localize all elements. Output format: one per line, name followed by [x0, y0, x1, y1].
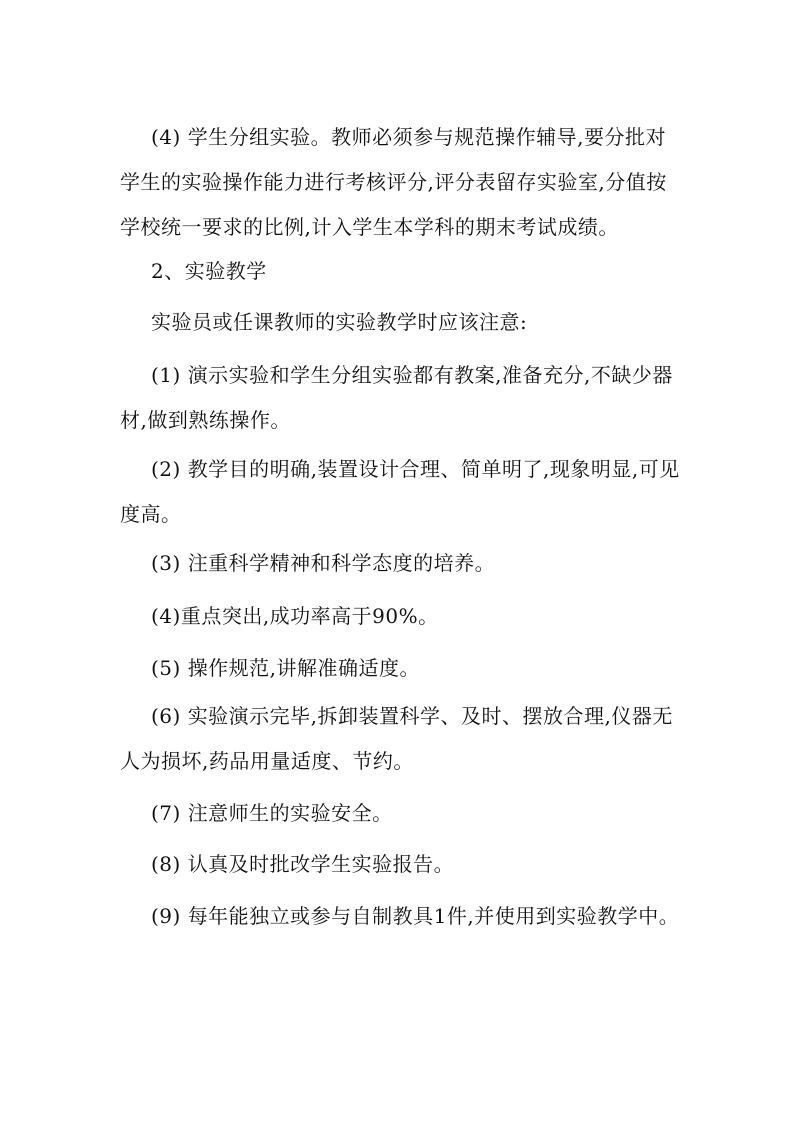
section-heading-experiment-teaching: 2、实验教学	[151, 259, 267, 283]
list-item-7: (7) 注意师生的实验安全。	[151, 801, 393, 825]
list-item-6: (6) 实验演示完毕,拆卸装置科学、及时、摆放合理,仪器无人为损坏,药品用量适度、节约。	[120, 704, 673, 773]
list-item-1: (1) 演示实验和学生分组实验都有教案,准备充分,不缺少器材,做到熟练操作。	[120, 363, 673, 432]
list-item-2: (2) 教学目的明确,装置设计合理、简单明了,现象明显,可见度高。	[120, 457, 680, 526]
list-item-4: (4)重点突出,成功率高于90%。	[151, 604, 439, 628]
list-item-8: (8) 认真及时批改学生实验报告。	[151, 852, 455, 876]
list-item-3: (3) 注重科学精神和科学态度的培养。	[151, 551, 496, 575]
paragraph-intro: 实验员或任课教师的实验教学时应该注意:	[151, 310, 528, 334]
list-item-9: (9) 每年能独立或参与自制教具1件,并使用到实验教学中。	[151, 904, 680, 928]
paragraph-group-experiment: (4) 学生分组实验。教师必须参与规范操作辅导,要分批对学生的实验操作能力进行考核评分,评分表留存实验室,分值按学校统一要求的比例,计入学生本学科的期末考试成绩。	[120, 125, 667, 239]
list-item-5: (5) 操作规范,讲解准确适度。	[151, 656, 421, 680]
